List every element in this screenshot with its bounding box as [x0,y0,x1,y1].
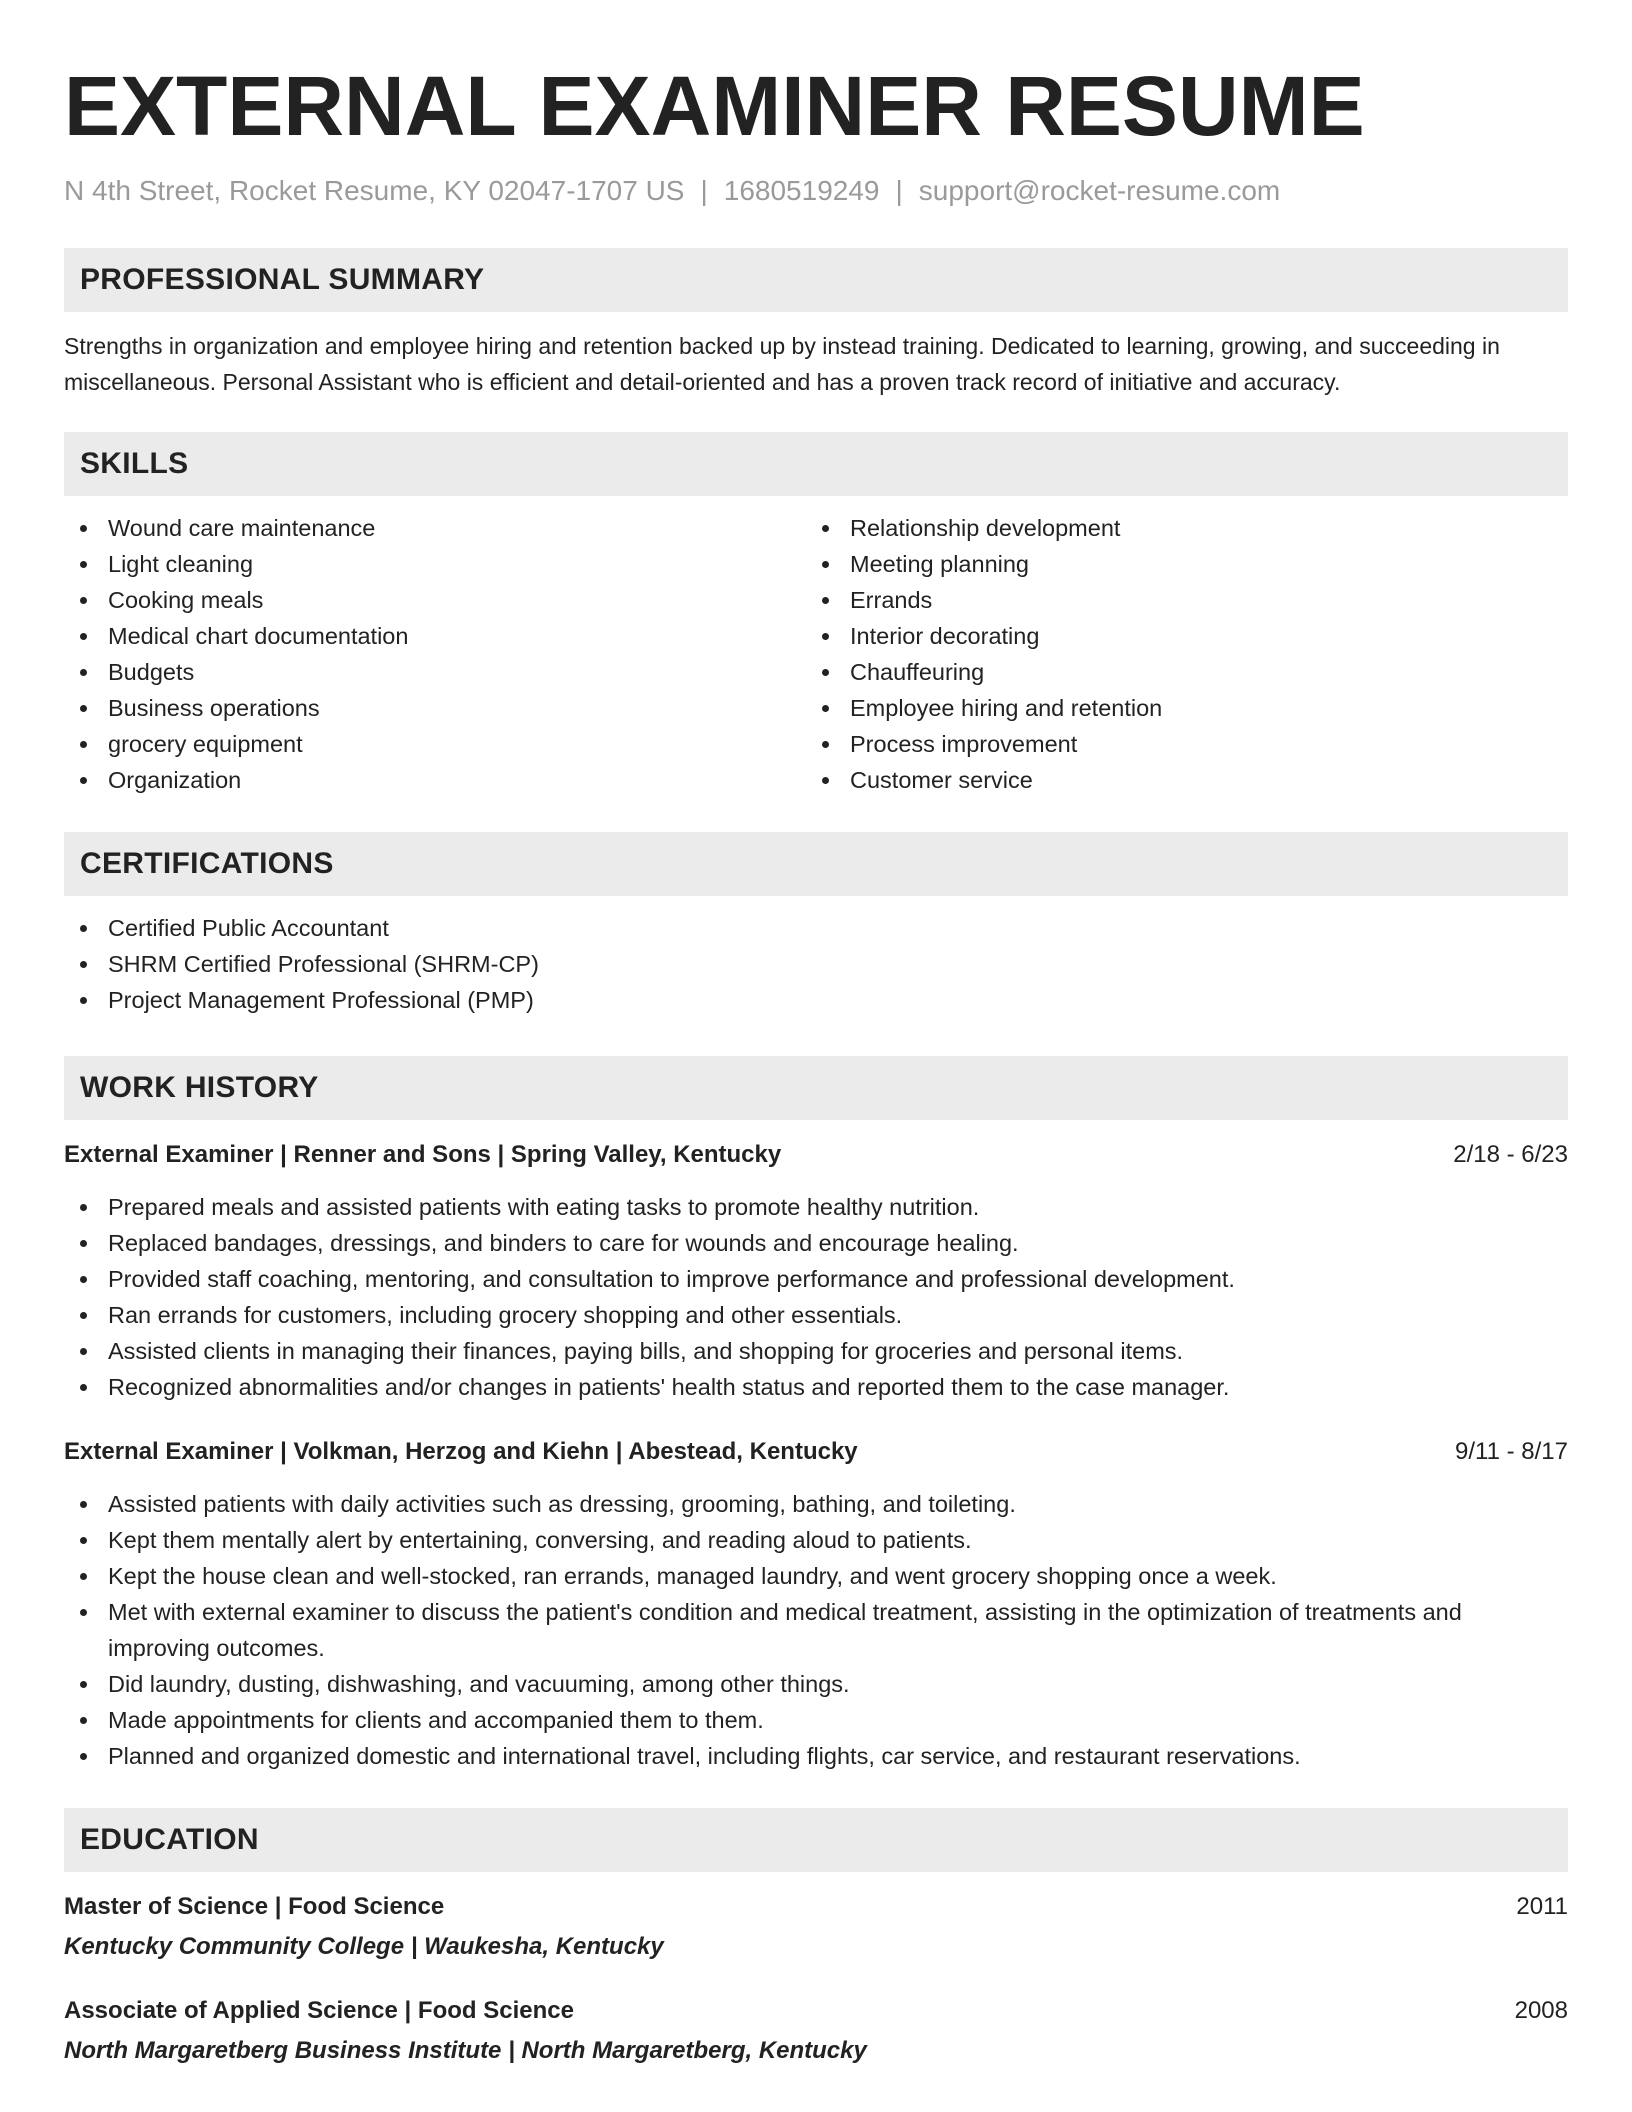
job-bullet: Kept the house clean and well-stocked, ran errands, managed laundry, and went grocery shopping once a week. [64,1558,1568,1594]
job-dates: 9/11 - 8/17 [1455,1438,1568,1465]
skill-item: Budgets [64,654,806,690]
contact-separator: | [700,175,708,206]
job-bullet: Met with external examiner to discuss the patient's condition and medical treatment, assisting in the optimization of treatments and improving outcomes. [64,1594,1568,1666]
skill-item: Relationship development [806,510,1548,546]
skill-item: Customer service [806,762,1548,798]
contact-phone: 1680519249 [723,175,880,206]
skill-item: grocery equipment [64,726,806,762]
job-bullet: Recognized abnormalities and/or changes in patients' health status and reported them to the case manager. [64,1369,1568,1405]
education-entry [64,1994,1568,2068]
contact-line [64,174,1568,208]
job-bullet: Planned and organized domestic and international travel, including flights, car service, and restaurant reservations. [64,1738,1568,1774]
skills-right-list [806,510,1548,798]
education-year: 2011 [1516,1893,1568,1920]
certifications-heading: CERTIFICATIONS [64,832,1568,896]
skill-item: Errands [806,582,1548,618]
resume-page [64,0,1568,2068]
education-header [64,1890,1568,1924]
skill-item: Chauffeuring [806,654,1548,690]
job-header [64,1435,1568,1469]
job-bullet: Assisted clients in managing their finances, paying bills, and shopping for groceries and personal items. [64,1333,1568,1369]
job-bullet: Kept them mentally alert by entertaining, conversing, and reading aloud to patients. [64,1522,1568,1558]
certification-item: Certified Public Accountant [64,910,1568,946]
education-school: Kentucky Community College | Waukesha, Kentucky [64,1933,664,1960]
summary-text: Strengths in organization and employee hiring and retention backed up by instead training. Dedicated to learning, growing, and succeeding in miscellaneous. Personal Assistant who is efficient and detail-oriented and has a proven track record of initiative and accuracy. [64,333,1500,395]
skill-item: Process improvement [806,726,1548,762]
job-title: External Examiner | Volkman, Herzog and Kiehn | Abestead, Kentucky [64,1438,858,1465]
job-entry [64,1435,1568,1774]
skill-item: Employee hiring and retention [806,690,1548,726]
job-bullet: Provided staff coaching, mentoring, and consultation to improve performance and professional development. [64,1261,1568,1297]
contact-separator: | [895,175,903,206]
work-heading: WORK HISTORY [64,1056,1568,1120]
contact-address: N 4th Street, Rocket Resume, KY 02047-1707 US [64,175,685,206]
skill-item: Wound care maintenance [64,510,806,546]
contact-email: support@rocket-resume.com [918,175,1281,206]
skills-grid [64,510,1568,798]
job-bullet: Replaced bandages, dressings, and binders to care for wounds and encourage healing. [64,1225,1568,1261]
education-entry [64,1890,1568,1964]
education-year: 2008 [1514,1997,1568,2024]
skills-heading: SKILLS [64,432,1568,496]
job-bullets [64,1189,1568,1405]
job-bullets [64,1486,1568,1774]
job-title: External Examiner | Renner and Sons | Spring Valley, Kentucky [64,1141,782,1168]
job-bullet: Made appointments for clients and accompanied them to them. [64,1702,1568,1738]
job-bullet: Assisted patients with daily activities such as dressing, grooming, bathing, and toileting. [64,1486,1568,1522]
skill-item: Meeting planning [806,546,1548,582]
certification-item: SHRM Certified Professional (SHRM-CP) [64,946,1568,982]
education-heading: EDUCATION [64,1808,1568,1872]
resume-title: EXTERNAL EXAMINER RESUME [64,59,1365,153]
skill-item: Interior decorating [806,618,1548,654]
skills-left-list [64,510,806,798]
skill-item: Medical chart documentation [64,618,806,654]
education-header [64,1994,1568,2028]
job-dates: 2/18 - 6/23 [1453,1141,1568,1168]
certification-item: Project Management Professional (PMP) [64,982,1568,1018]
job-bullet: Prepared meals and assisted patients with eating tasks to promote healthy nutrition. [64,1189,1568,1225]
education-school: North Margaretberg Business Institute | North Margaretberg, Kentucky [64,2037,867,2064]
skill-item: Light cleaning [64,546,806,582]
skill-item: Cooking meals [64,582,806,618]
job-bullet: Did laundry, dusting, dishwashing, and vacuuming, among other things. [64,1666,1568,1702]
summary-heading: PROFESSIONAL SUMMARY [64,248,1568,312]
job-bullet: Ran errands for customers, including grocery shopping and other essentials. [64,1297,1568,1333]
job-header [64,1138,1568,1172]
education-degree: Associate of Applied Science | Food Science [64,1997,574,2024]
skill-item: Business operations [64,690,806,726]
education-degree: Master of Science | Food Science [64,1893,445,1920]
job-entry [64,1138,1568,1405]
certifications-list [64,910,1568,1018]
skill-item: Organization [64,762,806,798]
